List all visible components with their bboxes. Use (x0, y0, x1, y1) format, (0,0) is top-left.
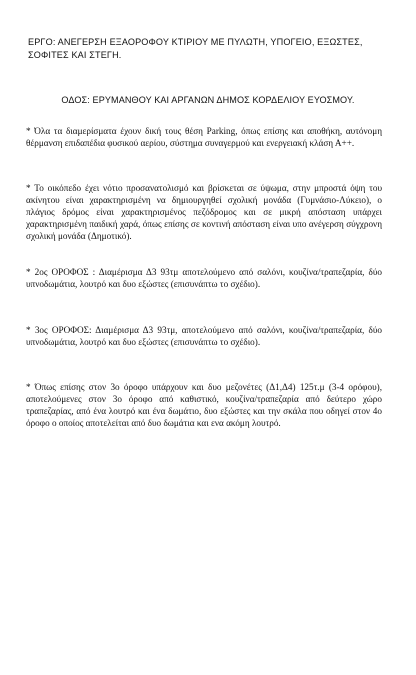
paragraph-third-floor: * 3ος ΟΡΟΦΟΣ: Διαμέρισμα Δ3 93τμ, αποτελούμενο από σαλόνι, κουζίνα/τραπεζαρία, δύο υπνοδωμάτια, λουτρό και δυο εξώστες (επισυνάπτω το σχέδιο). (26, 325, 382, 347)
paragraph-maisonettes: * Όπως επίσης στον 3ο όροφο υπάρχουν και δυο μεζονέτες (Δ1,Δ4) 125τ.μ (3-4 ορόφου), αποτελούμενες στον 3ο όροφο από καθιστικό, κουζίνα/τραπεζαρία από δεύτερο χώρο τραπεζαρίας, από ένα λουτρό και ένα δωμάτιο, δυο εξώστες και την σκάλα που οδηγεί στον 4ο όροφο ο οποίος αποτελείται από δυο δωμάτια και ενα ακόμη λουτρό. (26, 382, 382, 428)
paragraph-second-floor: * 2ος ΟΡΟΦΟΣ : Διαμέρισμα Δ3 93τμ αποτελούμενο από σαλόνι, κουζίνα/τραπεζαρία, δύο υπνοδωμάτια, λουτρό και δυο εξώστες (επισυνάπτω το σχέδιο). (26, 267, 382, 289)
paragraph-features: * Όλα τα διαμερίσματα έχουν δική τους θέση Parking, όπως επίσης και αποθήκη, αυτόνομη θέρμανση επιδαπέδια φυσικού αερίου, σύστημα συναγερμού και ενεργειακή κλάση Α++. (26, 126, 382, 148)
project-title: ΕΡΓΟ: ΑΝΕΓΕΡΣΗ ΕΞΑΟΡΟΦΟΥ ΚΤΙΡΙΟΥ ΜΕ ΠΥΛΩΤΗ, ΥΠΟΓΕΙΟ, ΕΞΩΣΤΕΣ, ΣΟΦΙΤΕΣ ΚΑΙ ΣΤΕΓΗ. (28, 37, 363, 60)
address-line: ΟΔΟΣ: ΕΡΥΜΑΝΘΟΥ ΚΑΙ ΑΡΓΑΝΩΝ ΔΗΜΟΣ ΚΟΡΔΕΛΙΟΥ ΕΥΟΣΜΟΥ. (61, 95, 355, 105)
paragraph-location: * Το οικόπεδο έχει νότιο προσανατολισμό και βρίσκεται σε ύψωμα, στην μπροστά όψη του ακίνητου είναι χαρακτηρισμένη να δημιουργηθεί σχολική μονάδα (Γυμνάσιο-Λύκειο), ο πλάγιος δρόμος είναι χαρακτηρισμένος πεζόδρομος και σε μικρή απόσταση υπάρχει χαρακτηρισμένη παιδική χαρά, όπως επίσης σε κοντινή απόσταση είναι υπο ανέγερση σύγχρονη σχολική μονάδα (Δημοτικό). (26, 183, 382, 241)
